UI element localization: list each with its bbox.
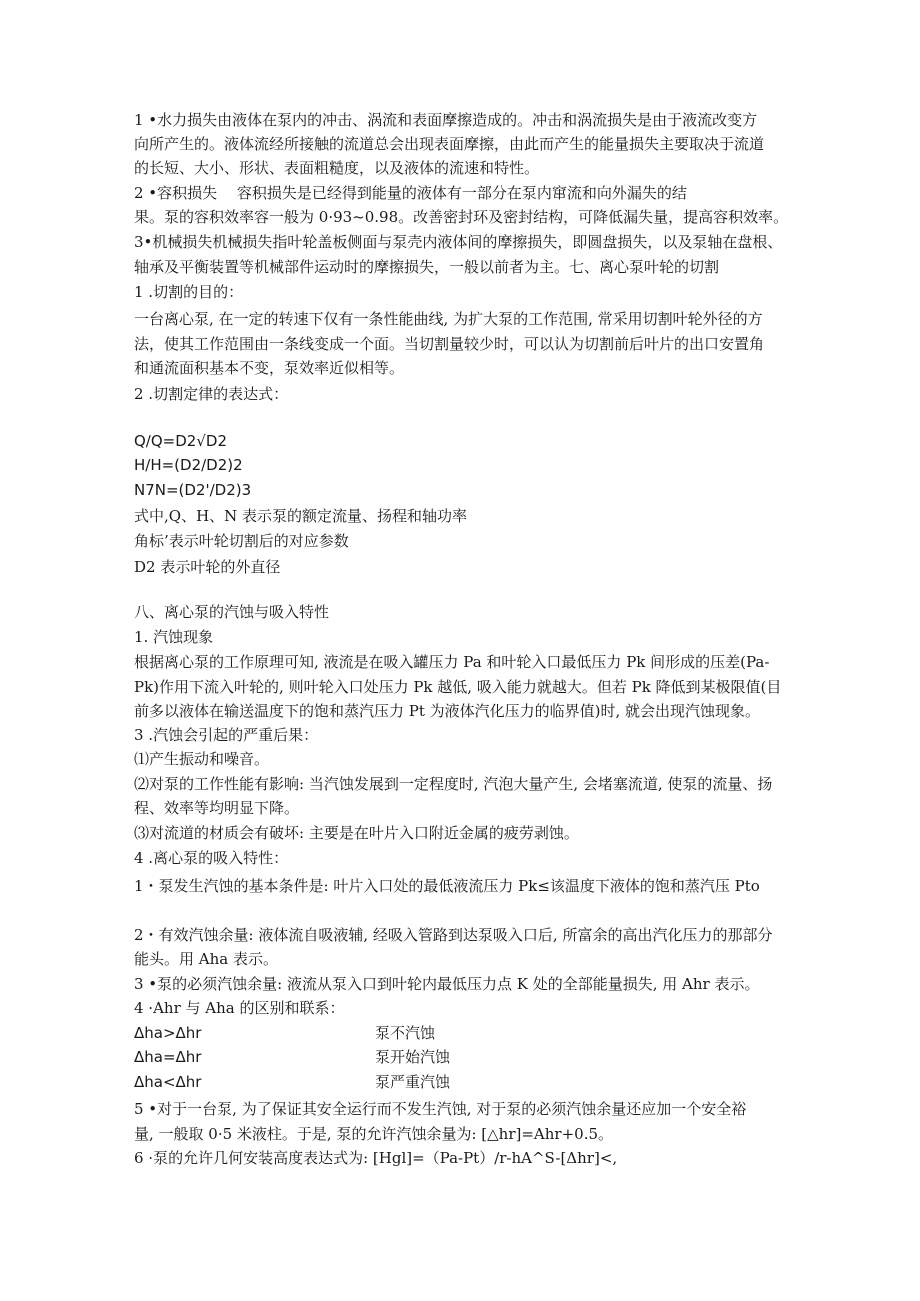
paragraph-line: 和通流面积基本不变，泵效率近似相等。 bbox=[134, 359, 405, 377]
relation-condition: Δha=Δhr bbox=[134, 1048, 202, 1066]
section-heading: 1. 汽蚀现象 bbox=[134, 628, 214, 646]
paragraph-line: 2・有效汽蚀余量: 液体流自吸液辅, 经吸入管路到达泵吸入口后, 所富余的高出汽化压力的那部分 bbox=[134, 926, 773, 944]
paragraph-line: 一台离心泵, 在一定的转速下仅有一条性能曲线, 为扩大泵的工作范围, 常采用切割叶轮外径的方 bbox=[134, 310, 763, 328]
paragraph-line: 向所产生的。液体流经所接触的流道总会出现表面摩擦，由此而产生的能量损失主要取决于流道 bbox=[134, 135, 765, 153]
paragraph-line: 1・泵发生汽蚀的基本条件是: 叶片入口处的最低液流压力 Pk≤该温度下液体的饱和蒸汽压 Pto bbox=[134, 877, 760, 895]
formula-head: H∕H=(D2∕D2)2 bbox=[134, 456, 243, 474]
list-item: ⑶对流道的材质会有破坏: 主要是在叶片入口附近金属的疲劳剥蚀。 bbox=[134, 824, 579, 842]
paragraph-line: 3 •泵的必须汽蚀余量: 液流从泵入口到叶轮内最低压力点 K 处的全部能量损失, 用 Ahr 表示。 bbox=[134, 975, 760, 993]
formula-flow: Q∕Q=D2√D2 bbox=[134, 432, 227, 450]
list-item: ⑴产生振动和噪音。 bbox=[134, 750, 270, 768]
list-item: ⑵对泵的工作性能有影响: 当汽蚀发展到一定程度时, 汽泡大量产生, 会堵塞流道, 使泵的流量、扬 bbox=[134, 775, 773, 793]
formula-note: D2 表示叶轮的外直径 bbox=[134, 558, 281, 576]
section-heading: 1 .切割的目的： bbox=[134, 283, 244, 301]
paragraph-line: 量, 一般取 0·5 米液柱。于是, 泵的允许汽蚀余量为: [△hr]=Ahr+0.5。 bbox=[134, 1125, 614, 1143]
relation-result: 泵严重汽蚀 bbox=[375, 1073, 451, 1091]
list-item: 程、效率等均明显下降。 bbox=[134, 799, 300, 817]
relation-row bbox=[134, 1047, 451, 1067]
paragraph-line: 能头。用 Aha 表示。 bbox=[134, 950, 278, 968]
paragraph-line: Pk)作用下流入叶轮的, 则叶轮入口处压力 Pk 越低, 吸入能力就越大。但若 Pk 降低到某极限值(目 bbox=[134, 678, 782, 696]
section-heading: 3 .汽蚀会引起的严重后果： bbox=[134, 726, 319, 744]
paragraph-line: 5 •对于一台泵, 为了保证其安全运行而不发生汽蚀, 对于泵的必须汽蚀余量还应加一个安全裕 bbox=[134, 1100, 747, 1118]
formula-note: 式中,Q、H、N 表示泵的额定流量、扬程和轴功率 bbox=[134, 507, 468, 525]
section-heading: 4 .离心泵的吸入特性： bbox=[134, 849, 289, 867]
paragraph-line: 3•机械损失机械损失指叶轮盖板侧面与泵壳内液体间的摩擦损失，即圆盘损失，以及泵轴在盘根、 bbox=[134, 233, 783, 251]
paragraph-line: 法，使其工作范围由一条线变成一个面。当切割量较少时，可以认为切割前后叶片的出口安置角 bbox=[134, 335, 765, 353]
relation-result: 泵不汽蚀 bbox=[375, 1024, 436, 1042]
relation-condition: Δha<Δhr bbox=[134, 1073, 202, 1091]
paragraph-line: 轴承及平衡装置等机械部件运动时的摩擦损失，一般以前者为主。七、离心泵叶轮的切割 bbox=[134, 258, 720, 276]
paragraph-line: 1 •水力损失由液体在泵内的冲击、涡流和表面摩擦造成的。冲击和涡流损失是由于液流改变方 bbox=[134, 111, 758, 129]
chapter-heading: 八、离心泵的汽蚀与吸入特性 bbox=[134, 603, 330, 621]
paragraph-line: 的长短、大小、形状、表面粗糙度，以及液体的流速和特性。 bbox=[134, 159, 540, 177]
relation-row bbox=[134, 1023, 436, 1043]
paragraph-line: 果。泵的容积效率容一般为 0·93~0.98。改善密封环及密封结构，可降低漏失量，提高容积效率。 bbox=[134, 208, 789, 226]
relation-result: 泵开始汽蚀 bbox=[375, 1048, 451, 1066]
relation-row bbox=[134, 1072, 451, 1092]
formula-power: N7N=(D2'∕D2)3 bbox=[134, 481, 252, 499]
paragraph-line: 前多以液体在输送温度下的饱和蒸汽压力 Pt 为液体汽化压力的临界值)时, 就会出现汽蚀现象。 bbox=[134, 702, 761, 720]
paragraph-line: 4 ·Ahr 与 Aha 的区别和联系： bbox=[134, 999, 345, 1017]
formula-note: 角标’表示叶轮切割后的对应参数 bbox=[134, 532, 349, 550]
paragraph-line: 根据离心泵的工作原理可知, 液流是在吸入罐压力 Pa 和叶轮入口最低压力 Pk 间形成的压差(Pa- bbox=[134, 653, 770, 671]
paragraph-line: 6 ·泵的允许几何安装高度表达式为: [Hgl]=（Pa-Pt）∕r-hA^S-[Δhr]<, bbox=[134, 1149, 618, 1167]
relation-condition: Δha>Δhr bbox=[134, 1024, 202, 1042]
paragraph-line: 2 •容积损失 容积损失是已经得到能量的液体有一部分在泵内窜流和向外漏失的结 bbox=[134, 184, 687, 202]
section-heading: 2 .切割定律的表达式： bbox=[134, 385, 289, 403]
